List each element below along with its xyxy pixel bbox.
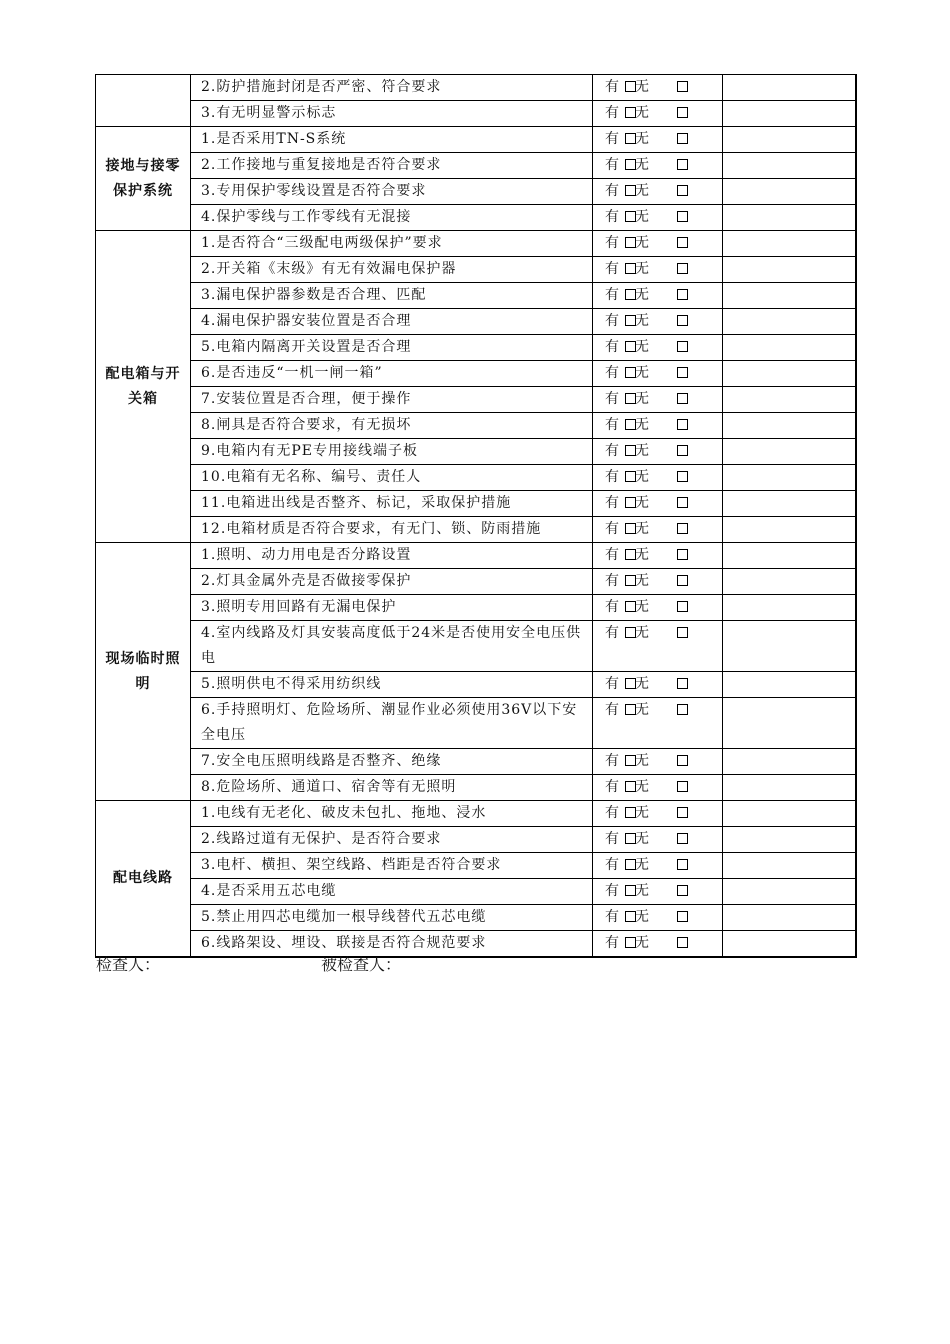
no-label: 无 [635,805,649,821]
no-label: 无 [635,625,649,641]
check-item-text: 1.照明、动力用电是否分路设置 [191,543,593,569]
check-item-text: 3.有无明显警示标志 [191,101,593,127]
checklist-row [96,931,856,958]
yes-no-options [593,853,723,879]
checklist-row [96,879,856,905]
no-checkbox[interactable] [677,133,688,144]
remarks-cell [723,749,856,775]
no-checkbox[interactable] [677,755,688,766]
yes-label: 有 [605,857,619,873]
no-label: 无 [635,417,649,433]
yes-label: 有 [605,883,619,899]
check-item-text: 2.线路过道有无保护、是否符合要求 [191,827,593,853]
yes-no-options [593,931,723,958]
yes-label: 有 [605,753,619,769]
category-cell: 现场临时照明 [96,543,191,801]
remarks-cell [723,205,856,231]
check-item-text: 8.危险场所、通道口、宿舍等有无照明 [191,775,593,801]
no-label: 无 [635,391,649,407]
yes-no-options [593,101,723,127]
category-cell: 接地与接零保护系统 [96,127,191,231]
yes-label: 有 [605,443,619,459]
remarks-cell [723,439,856,465]
check-item-text: 6.手持照明灯、危险场所、潮显作业必须使用36V以下安全电压 [191,698,593,749]
yes-no-options [593,595,723,621]
yes-label: 有 [605,183,619,199]
checklist-row [96,698,856,749]
yes-no-options [593,517,723,543]
check-item-text: 4.是否采用五芯电缆 [191,879,593,905]
no-checkbox[interactable] [677,937,688,948]
check-item-text: 9.电箱内有无PE专用接线端子板 [191,439,593,465]
yes-no-options [593,698,723,749]
no-label: 无 [635,935,649,951]
remarks-cell [723,101,856,127]
yes-label: 有 [605,339,619,355]
no-label: 无 [635,235,649,251]
yes-label: 有 [605,547,619,563]
no-checkbox[interactable] [677,263,688,274]
no-checkbox[interactable] [677,341,688,352]
remarks-cell [723,153,856,179]
no-label: 无 [635,339,649,355]
remarks-cell [723,465,856,491]
check-item-text: 7.安装位置是否合理，便于操作 [191,387,593,413]
checklist-row [96,75,856,101]
no-label: 无 [635,79,649,95]
no-label: 无 [635,495,649,511]
remarks-cell [723,905,856,931]
no-label: 无 [635,909,649,925]
no-checkbox[interactable] [677,859,688,870]
yes-no-options [593,827,723,853]
no-label: 无 [635,313,649,329]
no-label: 无 [635,469,649,485]
yes-label: 有 [605,676,619,692]
no-label: 无 [635,287,649,303]
remarks-cell [723,827,856,853]
checklist-row [96,853,856,879]
remarks-cell [723,491,856,517]
remarks-cell [723,75,856,101]
no-label: 无 [635,209,649,225]
check-item-text: 4.室内线路及灯具安装高度低于24米是否使用安全电压供电 [191,621,593,672]
yes-label: 有 [605,261,619,277]
remarks-cell [723,387,856,413]
check-item-text: 6.是否违反“一机一闸一箱” [191,361,593,387]
yes-label: 有 [605,365,619,381]
category-cell: 配电线路 [96,801,191,958]
no-checkbox[interactable] [677,833,688,844]
remarks-cell [723,543,856,569]
check-item-text: 5.电箱内隔离开关设置是否合理 [191,335,593,361]
checklist-row [96,127,856,153]
checklist-row [96,387,856,413]
checklist-row [96,309,856,335]
yes-label: 有 [605,495,619,511]
no-label: 无 [635,857,649,873]
inspection-checklist-table [95,74,857,958]
check-item-text: 4.保护零线与工作零线有无混接 [191,205,593,231]
yes-label: 有 [605,831,619,847]
no-label: 无 [635,883,649,899]
no-checkbox[interactable] [677,445,688,456]
remarks-cell [723,517,856,543]
remarks-cell [723,801,856,827]
no-label: 无 [635,753,649,769]
no-checkbox[interactable] [677,237,688,248]
no-label: 无 [635,131,649,147]
no-label: 无 [635,831,649,847]
no-label: 无 [635,573,649,589]
checklist-row [96,827,856,853]
yes-no-options [593,387,723,413]
checklist-row [96,749,856,775]
remarks-cell [723,231,856,257]
check-item-text: 1.是否采用TN-S系统 [191,127,593,153]
checklist-row [96,517,856,543]
check-item-text: 12.电箱材质是否符合要求，有无门、锁、防雨措施 [191,517,593,543]
check-item-text: 2.开关箱《末级》有无有效漏电保护器 [191,257,593,283]
no-checkbox[interactable] [677,911,688,922]
no-checkbox[interactable] [677,367,688,378]
remarks-cell [723,309,856,335]
check-item-text: 3.电杆、横担、架空线路、档距是否符合要求 [191,853,593,879]
yes-no-options [593,309,723,335]
checklist-row [96,413,856,439]
yes-no-options [593,75,723,101]
checklist-row [96,335,856,361]
no-checkbox[interactable] [677,159,688,170]
remarks-cell [723,283,856,309]
yes-label: 有 [605,599,619,615]
no-checkbox[interactable] [677,185,688,196]
check-item-text: 3.专用保护零线设置是否符合要求 [191,179,593,205]
no-checkbox[interactable] [677,523,688,534]
yes-no-options [593,283,723,309]
check-item-text: 1.电线有无老化、破皮未包扎、拖地、浸水 [191,801,593,827]
yes-no-options [593,905,723,931]
yes-no-options [593,879,723,905]
remarks-cell [723,361,856,387]
remarks-cell [723,569,856,595]
check-item-text: 8.闸具是否符合要求，有无损坏 [191,413,593,439]
no-checkbox[interactable] [677,289,688,300]
no-checkbox[interactable] [677,781,688,792]
no-label: 无 [635,157,649,173]
no-label: 无 [635,547,649,563]
checklist-row [96,491,856,517]
yes-no-options [593,361,723,387]
check-item-text: 5.禁止用四芯电缆加一根导线替代五芯电缆 [191,905,593,931]
no-checkbox[interactable] [677,704,688,715]
yes-label: 有 [605,417,619,433]
check-item-text: 1.是否符合“三级配电两级保护”要求 [191,231,593,257]
checklist-row [96,179,856,205]
no-label: 无 [635,261,649,277]
no-checkbox[interactable] [677,393,688,404]
check-item-text: 2.工作接地与重复接地是否符合要求 [191,153,593,179]
no-checkbox[interactable] [677,885,688,896]
yes-no-options [593,749,723,775]
yes-no-options [593,775,723,801]
checklist-row [96,153,856,179]
yes-label: 有 [605,573,619,589]
yes-no-options [593,801,723,827]
yes-no-options [593,491,723,517]
yes-label: 有 [605,209,619,225]
checklist-row [96,465,856,491]
check-item-text: 2.灯具金属外壳是否做接零保护 [191,569,593,595]
remarks-cell [723,595,856,621]
no-checkbox[interactable] [677,315,688,326]
checklist-row [96,361,856,387]
yes-no-options [593,335,723,361]
yes-no-options [593,179,723,205]
no-label: 无 [635,443,649,459]
remarks-cell [723,621,856,672]
yes-no-options [593,413,723,439]
remarks-cell [723,879,856,905]
no-checkbox[interactable] [677,549,688,560]
remarks-cell [723,853,856,879]
yes-label: 有 [605,235,619,251]
yes-no-options [593,231,723,257]
no-checkbox[interactable] [677,211,688,222]
yes-no-options [593,465,723,491]
remarks-cell [723,257,856,283]
yes-label: 有 [605,805,619,821]
yes-no-options [593,543,723,569]
no-checkbox[interactable] [677,575,688,586]
checklist-row [96,595,856,621]
checklist-row [96,621,856,672]
checklist-row [96,439,856,465]
no-checkbox[interactable] [677,107,688,118]
yes-no-options [593,257,723,283]
no-checkbox[interactable] [677,678,688,689]
no-label: 无 [635,183,649,199]
check-item-text: 5.照明供电不得采用纺织线 [191,672,593,698]
yes-label: 有 [605,625,619,641]
yes-no-options [593,153,723,179]
no-checkbox[interactable] [677,601,688,612]
check-item-text: 7.安全电压照明线路是否整齐、绝缘 [191,749,593,775]
yes-label: 有 [605,391,619,407]
checklist-row [96,569,856,595]
yes-label: 有 [605,79,619,95]
inspector-label: 检查人： [96,955,161,974]
yes-no-options [593,672,723,698]
yes-label: 有 [605,935,619,951]
checklist-row [96,775,856,801]
yes-label: 有 [605,157,619,173]
checklist-row [96,801,856,827]
no-checkbox[interactable] [677,419,688,430]
yes-no-options [593,127,723,153]
no-label: 无 [635,676,649,692]
remarks-cell [723,775,856,801]
remarks-cell [723,931,856,958]
remarks-cell [723,335,856,361]
no-checkbox[interactable] [677,471,688,482]
no-checkbox[interactable] [677,627,688,638]
yes-label: 有 [605,287,619,303]
no-label: 无 [635,365,649,381]
check-item-text: 4.漏电保护器安装位置是否合理 [191,309,593,335]
no-checkbox[interactable] [677,497,688,508]
check-item-text: 6.线路架设、埋设、联接是否符合规范要求 [191,931,593,958]
yes-label: 有 [605,313,619,329]
checklist-body [96,75,856,958]
yes-label: 有 [605,779,619,795]
checklist-row [96,257,856,283]
checklist-row [96,283,856,309]
category-cell: 配电箱与开关箱 [96,231,191,543]
no-label: 无 [635,779,649,795]
checklist-row [96,205,856,231]
yes-no-options [593,205,723,231]
checklist-row [96,543,856,569]
category-cell [96,75,191,127]
remarks-cell [723,698,856,749]
yes-label: 有 [605,105,619,121]
yes-label: 有 [605,521,619,537]
check-item-text: 2.防护措施封闭是否严密、符合要求 [191,75,593,101]
remarks-cell [723,127,856,153]
check-item-text: 10.电箱有无名称、编号、责任人 [191,465,593,491]
no-label: 无 [635,599,649,615]
no-checkbox[interactable] [677,807,688,818]
yes-no-options [593,621,723,672]
checklist-row [96,231,856,257]
no-label: 无 [635,521,649,537]
signature-footer [96,952,402,975]
inspected-party-label: 被检查人： [321,955,402,974]
yes-label: 有 [605,702,619,718]
yes-label: 有 [605,909,619,925]
check-item-text: 3.照明专用回路有无漏电保护 [191,595,593,621]
yes-label: 有 [605,131,619,147]
remarks-cell [723,672,856,698]
remarks-cell [723,413,856,439]
no-label: 无 [635,105,649,121]
checklist-row [96,672,856,698]
remarks-cell [723,179,856,205]
checklist-row [96,101,856,127]
no-label: 无 [635,702,649,718]
yes-label: 有 [605,469,619,485]
check-item-text: 3.漏电保护器参数是否合理、匹配 [191,283,593,309]
yes-no-options [593,439,723,465]
checklist-row [96,905,856,931]
no-checkbox[interactable] [677,81,688,92]
yes-no-options [593,569,723,595]
check-item-text: 11.电箱进出线是否整齐、标记，采取保护措施 [191,491,593,517]
